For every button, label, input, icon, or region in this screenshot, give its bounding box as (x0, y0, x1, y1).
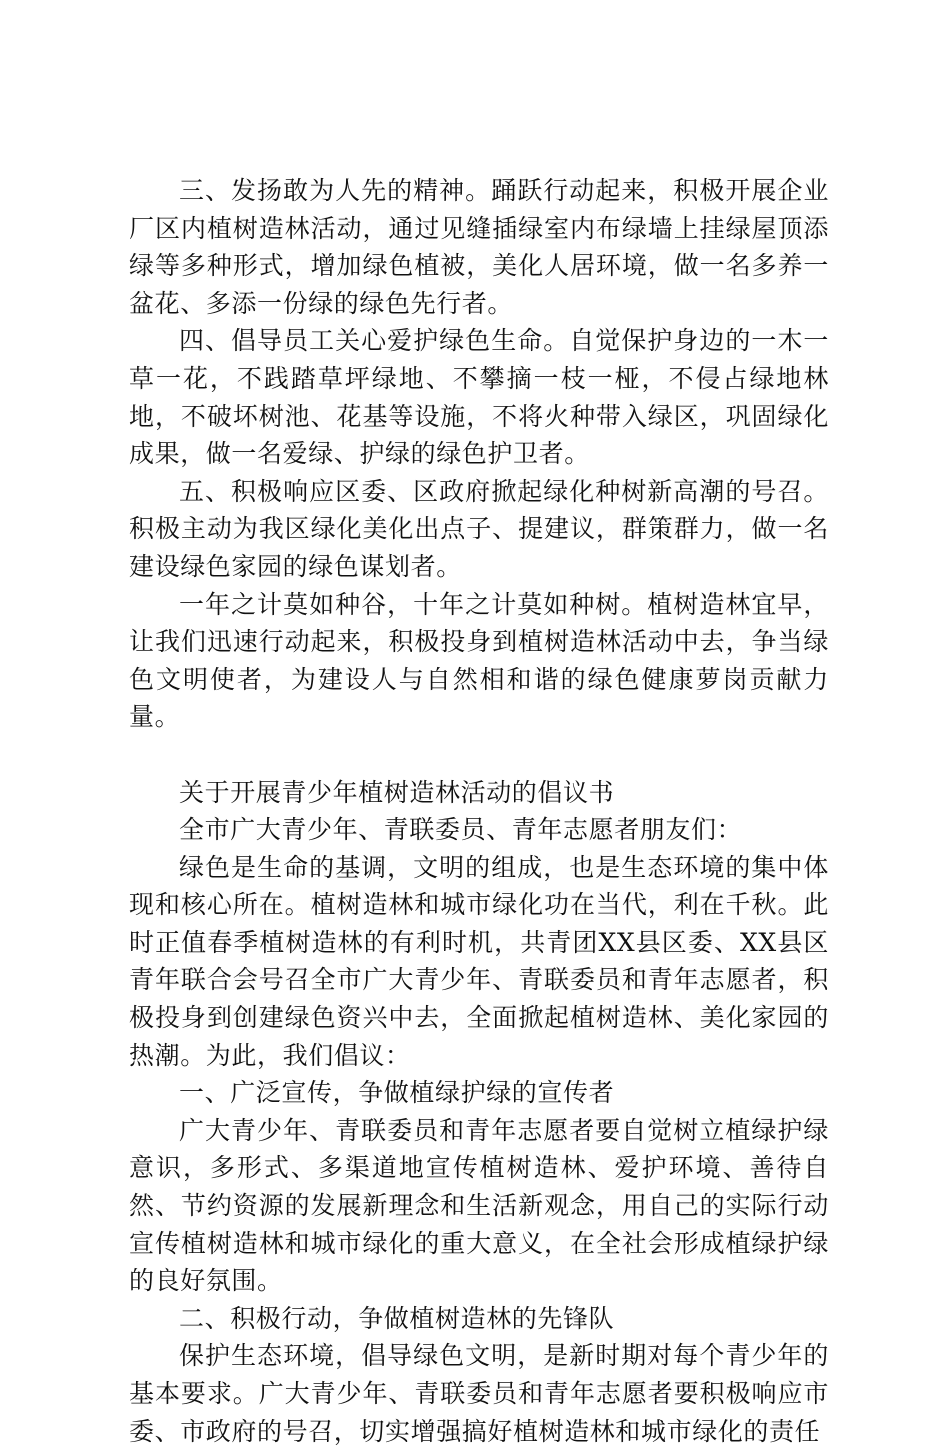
heading-point-two: 二、积极行动，争做植树造林的先锋队 (179, 1303, 615, 1333)
document-title: 关于开展青少年植树造林活动的倡议书 (179, 777, 615, 807)
paragraph-point-two: 保护生态环境，倡导绿色文明，是新时期对每个青少年的基本要求。广大青少年、青联委员和青年志愿者要积极响应市委、市政府的号召，切实增强搞好植树造林和城市绿化的责任 (129, 1341, 829, 1446)
section-gap (129, 736, 829, 774)
paragraph-point-four: 四、倡导员工关心爱护绿色生命。自觉保护身边的一木一草一花，不践踏草坪绿地、不攀摘一枝一桠，不侵占绿地林地，不破坏树池、花基等设施，不将火种带入绿区，巩固绿化成果，做一名爱绿、护绿的绿色护卫者。 (129, 326, 829, 469)
paragraph-closing: 一年之计莫如种谷，十年之计莫如种树。植树造林宜早，让我们迅速行动起来，积极投身到植树造林活动中去，争当绿色文明使者，为建设人与自然相和谐的绿色健康萝岗贡献力量。 (129, 589, 829, 732)
salutation: 全市广大青少年、青联委员、青年志愿者朋友们： (179, 815, 743, 845)
paragraph-point-three: 三、发扬敢为人先的精神。踊跃行动起来，积极开展企业厂区内植树造林活动，通过见缝插绿室内布绿墙上挂绿屋顶添绿等多种形式，增加绿色植被，美化人居环境，做一名多养一盆花、多添一份绿的绿色先行者。 (129, 176, 829, 318)
paragraph-intro: 绿色是生命的基调，文明的组成，也是生态环境的集中体现和核心所在。植树造林和城市绿化功在当代，利在千秋。此时正值春季植树造林的有利时机，共青团XX县区委、XX县区青年联合会号召全市广大青少年、青联委员和青年志愿者，积极投身到创建绿色资兴中去，全面掀起植树造林、美化家园的热潮。为此，我们倡议： (129, 852, 829, 1070)
paragraph-point-five: 五、积极响应区委、区政府掀起绿化种树新高潮的号召。积极主动为我区绿化美化出点子、提建议，群策群力，做一名建设绿色家园的绿色谋划者。 (129, 476, 829, 581)
heading-point-one: 一、广泛宣传，争做植绿护绿的宣传者 (179, 1078, 615, 1108)
paragraph-point-one: 广大青少年、青联委员和青年志愿者要自觉树立植绿护绿意识，多形式、多渠道地宣传植树造林、爱护环境、善待自然、节约资源的发展新理念和生活新观念，用自己的实际行动宣传植树造林和城市绿化的重大意义，在全社会形成植绿护绿的良好氛围。 (129, 1115, 829, 1296)
document-body (129, 172, 829, 1450)
